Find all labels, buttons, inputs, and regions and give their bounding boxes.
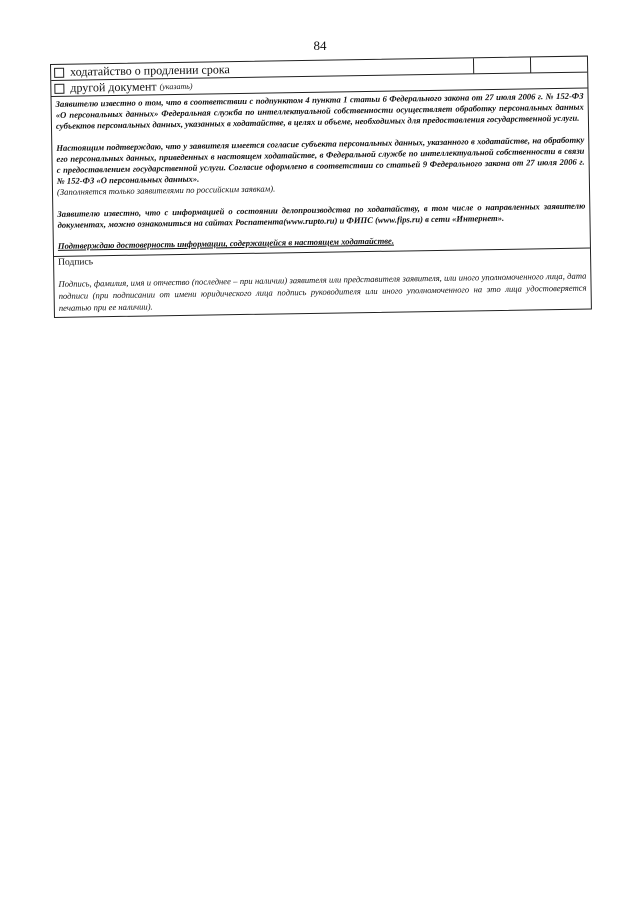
extension-request-cell-b [530,57,587,73]
signature-section [54,249,591,317]
extension-request-checkbox[interactable] [54,67,64,77]
processing-consent-notice: Заявителю известно о том, что в соответствии с подпунктом 4 пункта 1 статьи 6 Федерального закона от 27 июля 2006 г. № 152-ФЗ «О персональных данных» Федеральная служба по интеллектуальной собственности осуществляет обработку персональных данных субъектов персональных данных, указанных в ходатайстве, в целях и объеме, необходимых для предоставления государственной услуги. [55,90,584,132]
signature-instructions: Подпись, фамилия, имя и отчество (последнее – при наличии) заявителя или представителя заявителя, или иного уполномоченного лица, дата подписи (при подписании от имени юридического лица подпись руководителя или иного уполномоченного на это лица удостоверяется печатью при ее наличии). [58,270,587,314]
notices-section [52,89,590,258]
subject-consent-notice: Настоящим подтверждаю, что у заявителя имеется согласие субъекта персональных данных, указанного в ходатайстве, на обработку его персональных данных, приведенных в настоящем ходатайстве, в Федеральной службе по интеллектуальной собственности в связи с предоставлением государственной услуги. Согласие оформлено в соответствии со статьей 9 Федерального закона от 27 июля 2006 г. № 152-ФЗ «О персональных данных». [56,134,585,187]
other-document-checkbox[interactable] [54,83,64,93]
status-info-notice: Заявителю известно, что с информацией о состоянии делопроизводства по ходатайству, в том числе о направленных заявителю документах, можно ознакомиться на сайтах Роспатента(www.rupto.ru) и ФИПС (www.fips.ru) в сети «Интернет». [57,200,586,230]
signature-label: Подпись [58,257,94,269]
other-document-label: другой документ [70,79,157,95]
consent-fill-note: (Заполняется только заявителями по российским заявкам). [56,183,276,198]
form-table [50,56,592,319]
extension-request-cell-a [473,57,530,73]
other-document-hint: (указать) [159,81,193,92]
extension-request-label: ходатайство о продлении срока [70,62,230,79]
accuracy-confirmation: Подтверждаю достоверность информации, содержащейся в настоящем ходатайстве. [57,235,395,251]
page-number: 84 [313,38,327,53]
